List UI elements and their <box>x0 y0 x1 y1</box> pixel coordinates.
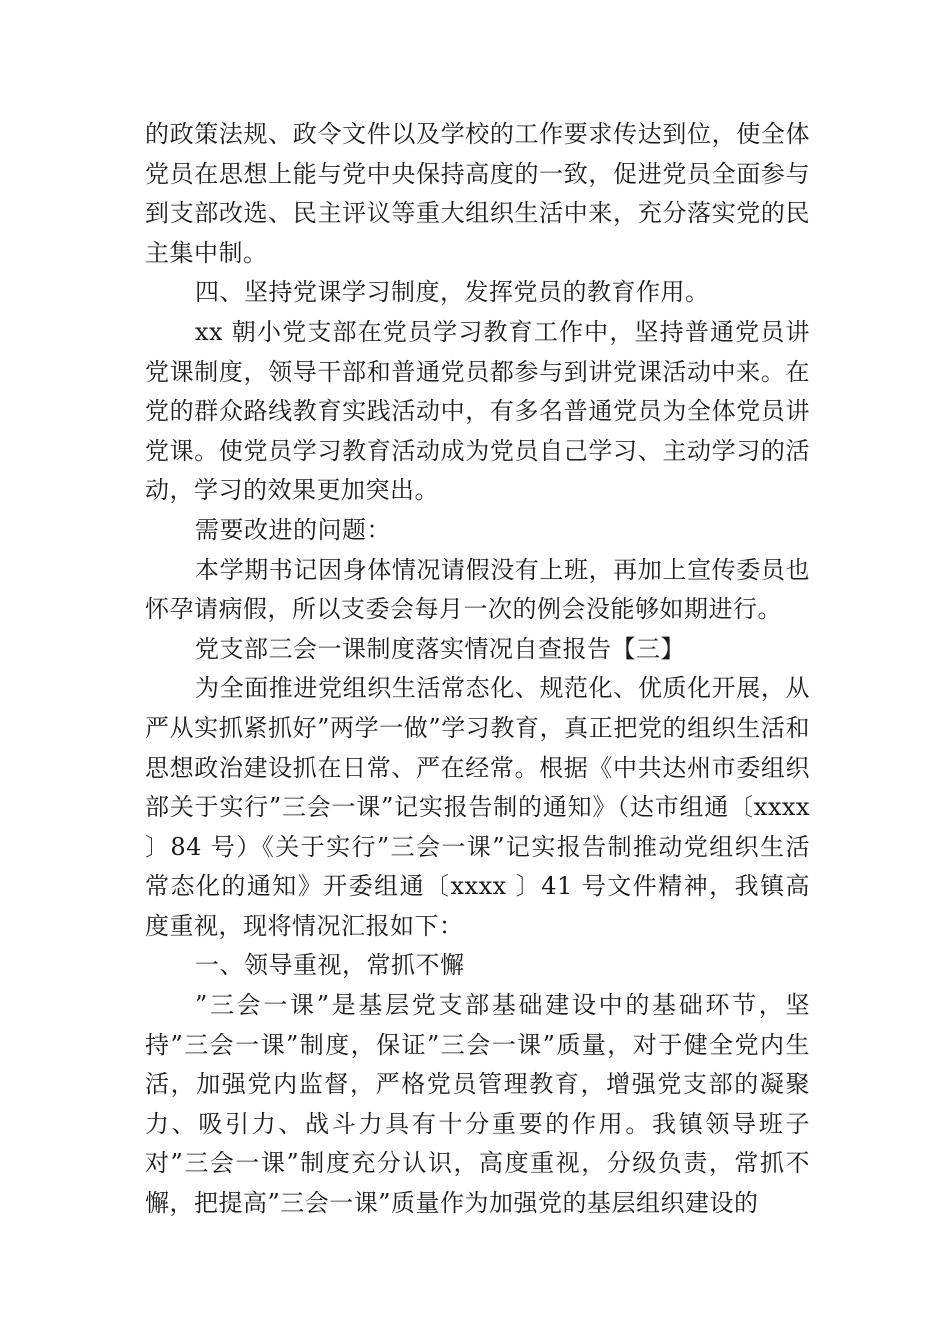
paragraph-7: 为全面推进党组织生活常态化、规范化、优质化开展，从严从实抓紧抓好”两学一做”学习教育，真正把党的组织生活和思想政治建设抓在日常、严在经常。根据《中共达州市委组织部关于实行”三会一课”记实报告制的通知》（达市组通〔xxxx 〕84 号）《关于实行”三会一课”记实报告制推动党组织生活常态化的通知》开委组通〔xxxx 〕41 号文件精神，我镇高度重视，现将情况汇报如下： <box>145 674 810 940</box>
paragraph-9: ”三会一课”是基层党支部基础建设中的基础环节，坚持”三会一课”制度，保证”三会一课”质量，对于健全党内生活，加强党内监督，严格党员管理教育，增强党支部的凝聚力、吸引力、战斗力具有十分重要的作用。我镇领导班子对”三会一课”制度充分认识，高度重视，分级负责，常抓不懈，把提高”三会一课”质量作为加强党的基层组织建设的 <box>145 991 810 1218</box>
paragraph-5: 本学期书记因身体情况请假没有上班，再加上宣传委员也怀孕请病假，所以支委会每月一次的例会没能够如期进行。 <box>145 555 810 624</box>
paragraph-section-four-heading: 四、坚持党课学习制度，发挥党员的教育作用。 <box>195 278 710 307</box>
paragraph-1: 的政策法规、政令文件以及学校的工作要求传达到位，使全体党员在思想上能与党中央保持高度的一致，促进党员全面参与到支部改选、民主评议等重大组织生活中来，充分落实党的民主集中制。 <box>145 120 810 267</box>
document-page <box>145 115 810 1224</box>
paragraph-3: xx 朝小党支部在党员学习教育工作中，坚持普通党员讲党课制度，领导干部和普通党员都参与到讲党课活动中来。在党的群众路线教育实践活动中，有多名普通党员为全体党员讲党课。使党员学习教育活动成为党员自己学习、主动学习的活动，学习的效果更加突出。 <box>145 317 810 505</box>
paragraph-report-three-title: 党支部三会一课制度落实情况自查报告【三】 <box>195 634 685 663</box>
paragraph-section-one-heading: 一、领导重视，常抓不懈 <box>195 951 465 980</box>
paragraph-issues-heading: 需要改进的问题： <box>195 515 391 544</box>
